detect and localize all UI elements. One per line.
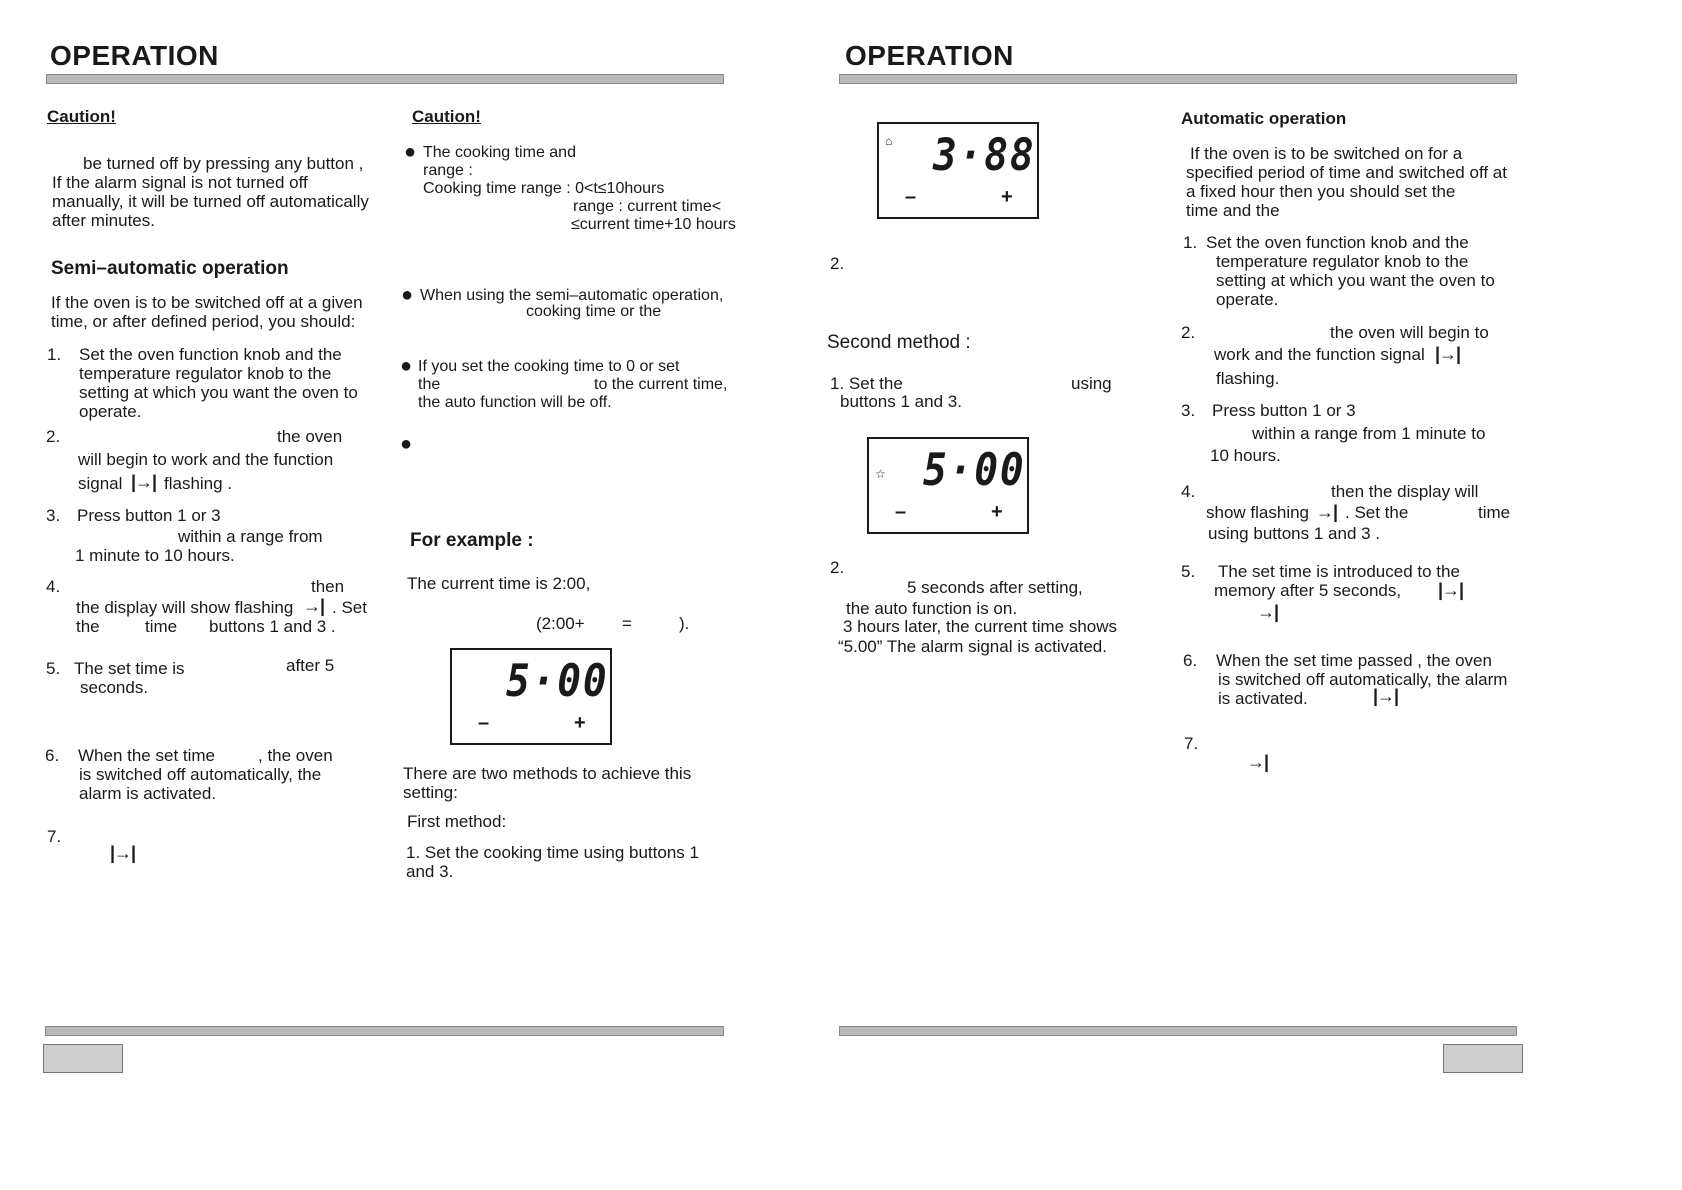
second-method-text: buttons 1 and 3. — [840, 392, 962, 411]
first-method-text: and 3. — [406, 862, 454, 881]
example-heading: For example : — [410, 530, 534, 551]
caution-bullet-text: range : — [423, 162, 473, 179]
step-text: 1 minute to 10 hours. — [75, 546, 235, 565]
step-text: The set time is — [74, 659, 185, 678]
left-header-rule — [46, 74, 724, 84]
step-text: within a range from 1 minute to — [1252, 424, 1486, 443]
semi-intro-line: time, or after defined period, you should: — [51, 312, 356, 331]
semi-intro-line: If the oven is to be switched off at a given — [51, 293, 363, 312]
end-signal-icon: |→| — [1438, 580, 1464, 600]
plus-icon: + — [574, 712, 586, 734]
step-text: When the set time passed , the oven — [1216, 651, 1492, 670]
bullet-dot: ● — [401, 284, 414, 306]
step-text: 10 hours. — [1210, 446, 1281, 465]
automatic-intro-line: a fixed hour then you should set the — [1186, 182, 1456, 201]
caution-heading-1: Caution! — [47, 107, 116, 126]
end-signal-icon: |→| — [131, 472, 157, 492]
step-number: 3. — [1181, 401, 1196, 420]
lcd-digits: 5·00 — [923, 445, 1026, 496]
caution-text-line: If the alarm signal is not turned off — [52, 173, 308, 192]
step-text: temperature regulator knob to the — [1216, 252, 1469, 271]
step-number: 4. — [46, 577, 61, 596]
caution-bullet-text: When using the semi–automatic operation, — [420, 287, 724, 304]
step-text: the oven will begin to — [1330, 323, 1489, 342]
lcd-digits: 3·88 — [933, 130, 1036, 181]
arrow-signal-icon: →| — [1316, 502, 1338, 522]
step-text: after 5 — [286, 656, 335, 675]
step-text: will begin to work and the function — [78, 450, 334, 469]
step-text: is activated. — [1218, 689, 1308, 708]
automatic-heading: Automatic operation — [1181, 109, 1347, 128]
step-text: show flashing — [1206, 503, 1310, 522]
step-number: 6. — [1183, 651, 1198, 670]
step-text: Set the oven function knob and the — [1206, 233, 1469, 252]
caution-bullet-text: the auto function will be off. — [418, 394, 612, 411]
step-text: memory after 5 seconds, — [1214, 581, 1402, 600]
right-footer-rule — [839, 1026, 1517, 1036]
minus-icon: – — [478, 712, 490, 734]
minus-icon: – — [905, 186, 917, 208]
caution-text-line: manually, it will be turned off automatically — [52, 192, 369, 211]
step-number: 2. — [46, 427, 61, 446]
lcd-display-current — [877, 122, 1039, 219]
example-text: = — [622, 614, 632, 633]
step-text: , the oven — [258, 746, 333, 765]
step-number: 2. — [830, 254, 845, 273]
caution-bullet-text: to the current time, — [594, 376, 728, 393]
step-text: When the set time — [78, 746, 216, 765]
step-text: within a range from — [178, 527, 323, 546]
step-text: using buttons 1 and 3 . — [1208, 524, 1381, 543]
bell-icon: ☆ — [875, 467, 886, 481]
step-number: 7. — [1184, 734, 1199, 753]
step-text: the display will show flashing — [76, 598, 294, 617]
step-text: is switched off automatically, the — [79, 765, 322, 784]
automatic-intro-line: time and the — [1186, 201, 1280, 220]
step-number: 3. — [46, 506, 61, 525]
caution-bullet-text: range : current time< — [573, 198, 722, 215]
step-text: setting at which you want the oven to — [79, 383, 358, 402]
arrow-signal-icon: →| — [303, 596, 325, 616]
step-text: temperature regulator knob to the — [79, 364, 332, 383]
caution-bullet-text: ≤current time+10 hours — [571, 216, 736, 233]
second-method-text: the auto function is on. — [846, 599, 1018, 618]
automatic-intro-line: If the oven is to be switched on for a — [1190, 144, 1463, 163]
step-text: flashing. — [1216, 369, 1280, 388]
methods-text: setting: — [403, 783, 458, 802]
caution-bullet-text: Cooking time range : 0<t≤10hours — [423, 180, 665, 197]
lcd-digits: 5·00 — [506, 656, 609, 707]
step-text: signal — [78, 474, 123, 493]
step-text: Press button 1 or 3 — [77, 506, 221, 525]
step-text: flashing . — [164, 474, 233, 493]
step-text: the — [76, 617, 100, 636]
left-footer-rule — [45, 1026, 724, 1036]
step-text: buttons 1 and 3 . — [209, 617, 336, 636]
step-text: The set time is introduced to the — [1218, 562, 1460, 581]
step-text: time — [1478, 503, 1511, 522]
end-signal-icon: |→| — [1435, 344, 1461, 364]
step-number: 2. — [1181, 323, 1196, 342]
step-text: is switched off automatically, the alarm — [1218, 670, 1508, 689]
caution-text-line: be turned off by pressing any button , — [83, 154, 364, 173]
step-number: 1. — [47, 345, 62, 364]
step-number: 2. — [830, 558, 845, 577]
right-page-number-box — [1443, 1044, 1523, 1073]
second-method-text: 3 hours later, the current time shows — [843, 617, 1118, 636]
first-method-text: 1. Set the cooking time using buttons 1 — [406, 843, 699, 862]
right-header-rule — [839, 74, 1517, 84]
second-method-text: using — [1071, 374, 1112, 393]
right-page-title: OPERATION — [845, 40, 1014, 71]
first-method-heading: First method: — [407, 812, 507, 831]
step-text: then — [311, 577, 345, 596]
lcd-display-set — [867, 437, 1029, 534]
step-number: 6. — [45, 746, 60, 765]
step-text: then the display will — [1331, 482, 1479, 501]
step-text: time — [145, 617, 178, 636]
bullet-dot: ● — [400, 433, 413, 455]
example-text: (2:00+ — [536, 614, 585, 633]
plus-icon: + — [991, 501, 1003, 523]
step-number: 4. — [1181, 482, 1196, 501]
end-signal-icon: |→| — [1373, 686, 1399, 706]
lcd-display-example — [450, 648, 612, 745]
plus-icon: + — [1001, 186, 1013, 208]
step-text: setting at which you want the oven to — [1216, 271, 1495, 290]
step-text: work and the function signal — [1214, 345, 1425, 364]
step-number: 1. — [1183, 233, 1198, 252]
step-text: . Set — [332, 598, 367, 617]
caution-heading-2: Caution! — [412, 107, 481, 126]
step-text: operate. — [1216, 290, 1279, 309]
arrow-signal-icon: →| — [1257, 602, 1279, 622]
step-number: 5. — [46, 659, 61, 678]
bullet-dot: ● — [404, 141, 417, 163]
second-method-text: “5.00” The alarm signal is activated. — [838, 637, 1107, 656]
pot-icon: ⌂ — [885, 134, 893, 148]
step-text: operate. — [79, 402, 142, 421]
second-method-text: 1. Set the — [830, 374, 903, 393]
second-method-heading: Second method : — [827, 332, 971, 353]
automatic-intro-line: specified period of time and switched off at — [1186, 163, 1507, 182]
example-text: The current time is 2:00, — [407, 574, 591, 593]
end-signal-icon: |→| — [110, 843, 136, 863]
left-page-title: OPERATION — [50, 40, 219, 71]
left-page-number-box — [43, 1044, 123, 1073]
step-text: the oven — [277, 427, 343, 446]
step-text: Press button 1 or 3 — [1212, 401, 1356, 420]
second-method-text: 5 seconds after setting, — [907, 578, 1083, 597]
example-text: ). — [679, 614, 690, 633]
step-text: seconds. — [80, 678, 149, 697]
caution-bullet-text: the — [418, 376, 441, 393]
bullet-dot: ● — [400, 355, 413, 377]
step-text: alarm is activated. — [79, 784, 216, 803]
step-text: Set the oven function knob and the — [79, 345, 342, 364]
semi-automatic-heading: Semi–automatic operation — [51, 258, 289, 279]
step-number: 7. — [47, 827, 62, 846]
arrow-signal-icon: →| — [1247, 752, 1269, 772]
methods-text: There are two methods to achieve this — [403, 764, 692, 783]
caution-bullet-text: cooking time or the — [526, 303, 662, 320]
caution-bullet-text: If you set the cooking time to 0 or set — [418, 358, 680, 375]
caution-bullet-text: The cooking time and — [423, 144, 576, 161]
step-number: 5. — [1181, 562, 1196, 581]
caution-text-line: after minutes. — [52, 211, 155, 230]
minus-icon: – — [895, 501, 907, 523]
step-text: . Set the — [1345, 503, 1409, 522]
